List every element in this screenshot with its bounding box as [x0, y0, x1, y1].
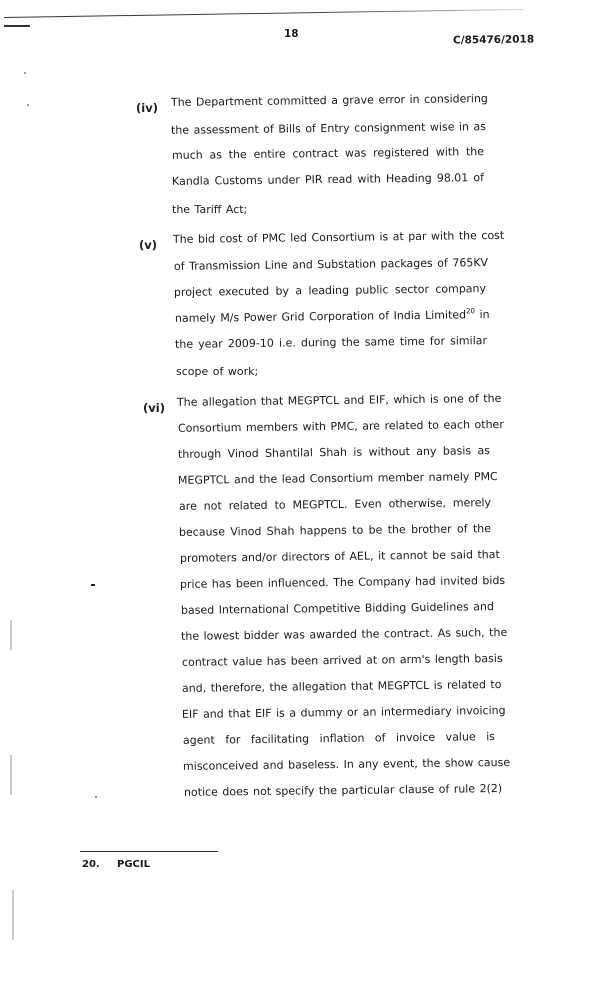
item-line-text: namely M/s Power Grid Corporation of India Limited — [174, 308, 467, 325]
item-line: much as the entire contract was registered with the — [171, 145, 485, 162]
item-line: Kandla Customs under PIR read with Heading 98.01 of — [171, 171, 485, 188]
item-line: the Tariff Act; — [172, 203, 248, 216]
item-line: are not related to MEGPTCL. Even otherwise, merely — [178, 496, 492, 513]
top-scan-rule — [4, 9, 524, 18]
footnote-reference[interactable]: 20 — [466, 307, 476, 316]
item-marker: (v) — [139, 238, 158, 252]
item-line: the lowest bidder was awarded the contract. As such, the — [180, 625, 508, 643]
item-marker: (iv) — [136, 101, 158, 115]
margin-mark — [10, 755, 12, 795]
item-line: the assessment of Bills of Entry consignment wise in as — [170, 120, 487, 137]
margin-mark — [10, 620, 12, 650]
item-line: based International Competitive Bidding Guidelines and — [180, 600, 495, 617]
item-line: EIF and that EIF is a dummy or an intermediary invoicing — [181, 703, 506, 721]
scan-speck — [27, 104, 29, 106]
item-line: of Transmission Line and Substation packages of 765KV — [173, 256, 489, 273]
item-line: contract value has been arrived at on arm's length basis — [181, 651, 503, 669]
item-line: promoters and/or directors of AEL, it cannot be said that — [179, 547, 500, 565]
item-marker: (vi) — [143, 401, 165, 415]
footnote-number: 20. — [82, 859, 100, 870]
item-line: project executed by a leading public sector company — [173, 282, 487, 299]
item-line-with-footnote — [174, 307, 490, 325]
scan-speck — [95, 796, 97, 798]
item-line: the year 2009-10 i.e. during the same time for similar — [174, 334, 488, 351]
item-line: and, therefore, the allegation that MEGPTCL is related to — [181, 678, 502, 695]
item-line: scope of work; — [176, 365, 259, 378]
item-line: MEGPTCL and the lead Consortium member namely PMC — [177, 470, 498, 487]
item-line: The allegation that MEGPTCL and EIF, which is one of the — [176, 391, 502, 409]
item-line: Consortium members with PMC, are related to each other — [177, 417, 504, 435]
item-line: agent for facilitating inflation of invoice value is — [182, 730, 496, 747]
footnote-separator — [80, 851, 218, 852]
scan-speck — [24, 72, 26, 74]
margin-mark — [12, 890, 14, 940]
item-line-trailing: in — [474, 308, 490, 322]
item-line: The bid cost of PMC led Consortium is at par with the cost — [172, 228, 505, 246]
item-line: because Vinod Shah happens to be the brother of the — [178, 522, 492, 539]
item-line: The Department committed a grave error in considering — [170, 92, 488, 109]
footnote-text: PGCIL — [117, 859, 150, 870]
scan-speck — [91, 584, 95, 586]
top-scan-rule-stub — [4, 25, 30, 27]
page-number: 18 — [284, 28, 299, 40]
item-line: misconceived and baseless. In any event, the show cause — [182, 755, 511, 773]
item-line: notice does not specify the particular clause of rule 2(2) — [183, 782, 503, 799]
item-line: through Vinod Shantilal Shah is without any basis as — [177, 444, 491, 461]
item-line: price has been influenced. The Company had invited bids — [179, 573, 506, 591]
case-number: C/85476/2018 — [452, 33, 535, 47]
